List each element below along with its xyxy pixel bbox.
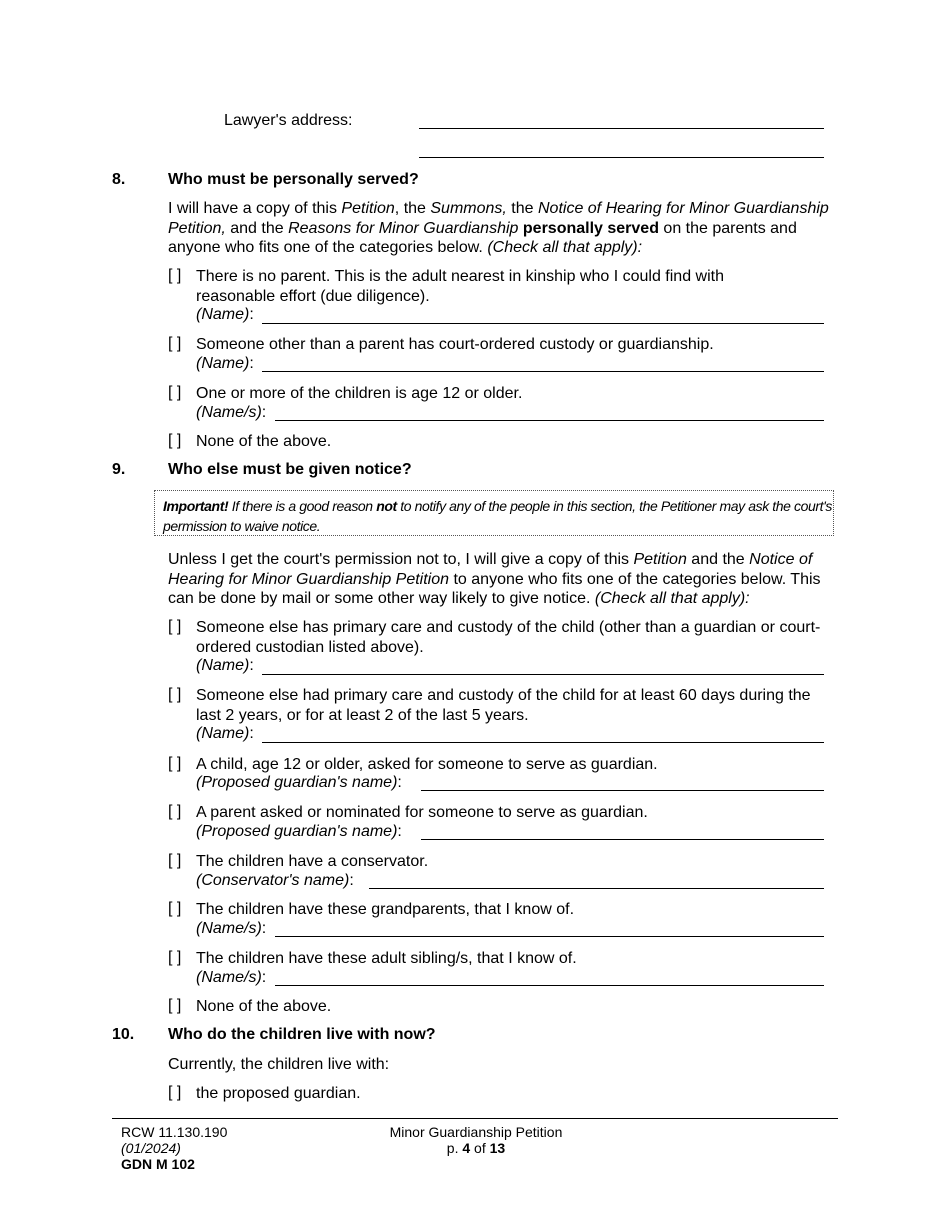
- field-label: (Name):: [196, 725, 254, 742]
- section-8-intro: I will have a copy of this Petition, the Summons, the Notice of Hearing for Minor Guardianship Petition, and the Reasons for Minor Guardianship personally served on the parents and anyone who fits one of the categories below. (Check all that apply):: [168, 200, 829, 256]
- lawyer-address-label: Lawyer's address:: [224, 112, 353, 129]
- checkbox[interactable]: [ ]: [168, 755, 182, 772]
- list-item: The children have these grandparents, that I know of.: [196, 901, 575, 918]
- list-item: None of the above.: [196, 433, 332, 450]
- proposed-guardian-field[interactable]: [421, 790, 824, 791]
- field-label: (Proposed guardian's name):: [196, 774, 402, 791]
- section-10-title: Who do the children live with now?: [168, 1026, 436, 1043]
- field-label: (Name):: [196, 306, 254, 323]
- checkbox[interactable]: [ ]: [168, 1084, 182, 1101]
- name-field[interactable]: [262, 742, 824, 743]
- checkbox[interactable]: [ ]: [168, 686, 182, 703]
- list-item: Someone else had primary care and custody of the child for at least 60 days during the last 2 years, or for at least 2 of the last 5 years.: [196, 687, 811, 724]
- checkbox[interactable]: [ ]: [168, 432, 182, 449]
- footer-page-number: p. 4 of 13: [446, 1140, 506, 1156]
- name-field[interactable]: [262, 323, 824, 324]
- checkbox[interactable]: [ ]: [168, 803, 182, 820]
- checkbox[interactable]: [ ]: [168, 900, 182, 917]
- list-item: The children have a conservator.: [196, 853, 429, 870]
- checkbox[interactable]: [ ]: [168, 335, 182, 352]
- field-label: (Name/s):: [196, 404, 267, 421]
- field-label: (Proposed guardian's name):: [196, 823, 402, 840]
- checkbox[interactable]: [ ]: [168, 267, 182, 284]
- list-item: A parent asked or nominated for someone to serve as guardian.: [196, 804, 648, 821]
- lawyer-address-line-2[interactable]: [419, 157, 824, 158]
- grandparents-field[interactable]: [275, 936, 824, 937]
- conservator-field[interactable]: [369, 888, 824, 889]
- footer-divider: [112, 1118, 838, 1119]
- footer-form-title: Minor Guardianship Petition: [389, 1124, 563, 1140]
- footer-rcw: RCW 11.130.190: [121, 1124, 228, 1140]
- footer-form-number: GDN M 102: [121, 1156, 195, 1172]
- field-label: (Conservator's name):: [196, 872, 354, 889]
- list-item: the proposed guardian.: [196, 1085, 361, 1102]
- list-item: The children have these adult sibling/s, that I know of.: [196, 950, 577, 967]
- name-field[interactable]: [262, 674, 824, 675]
- important-note: Important! If there is a good reason not to notify any of the people in this section, the Petitioner may ask the court's permission to waive notice.: [154, 490, 834, 536]
- names-field[interactable]: [275, 420, 824, 421]
- section-9-intro: Unless I get the court's permission not to, I will give a copy of this Petition and the Notice of Hearing for Minor Guardianship Petition to anyone who fits one of the categories below. This can be done by mail or some other way likely to give notice. (Check all that apply):: [168, 551, 821, 607]
- checkbox[interactable]: [ ]: [168, 618, 182, 635]
- proposed-guardian-field[interactable]: [421, 839, 824, 840]
- field-label: (Name/s):: [196, 920, 267, 937]
- checkbox[interactable]: [ ]: [168, 852, 182, 869]
- footer-date: (01/2024): [121, 1140, 181, 1156]
- siblings-field[interactable]: [275, 985, 824, 986]
- field-label: (Name):: [196, 355, 254, 372]
- name-field[interactable]: [262, 371, 824, 372]
- field-label: (Name):: [196, 657, 254, 674]
- checkbox[interactable]: [ ]: [168, 949, 182, 966]
- list-item: There is no parent. This is the adult nearest in kinship who I could find with reasonable effort (due diligence).: [196, 268, 724, 305]
- section-10-intro: Currently, the children live with:: [168, 1056, 390, 1073]
- list-item: None of the above.: [196, 998, 332, 1015]
- section-10-number: 10.: [112, 1026, 135, 1043]
- list-item: Someone else has primary care and custody of the child (other than a guardian or court-ordered custodian listed above).: [196, 619, 821, 656]
- list-item: A child, age 12 or older, asked for someone to serve as guardian.: [196, 756, 658, 773]
- field-label: (Name/s):: [196, 969, 267, 986]
- checkbox[interactable]: [ ]: [168, 384, 182, 401]
- list-item: One or more of the children is age 12 or older.: [196, 385, 523, 402]
- section-9-title: Who else must be given notice?: [168, 461, 412, 478]
- lawyer-address-line-1[interactable]: [419, 128, 824, 129]
- section-9-number: 9.: [112, 461, 126, 478]
- section-8-number: 8.: [112, 171, 126, 188]
- section-8-title: Who must be personally served?: [168, 171, 419, 188]
- list-item: Someone other than a parent has court-ordered custody or guardianship.: [196, 336, 714, 353]
- checkbox[interactable]: [ ]: [168, 997, 182, 1014]
